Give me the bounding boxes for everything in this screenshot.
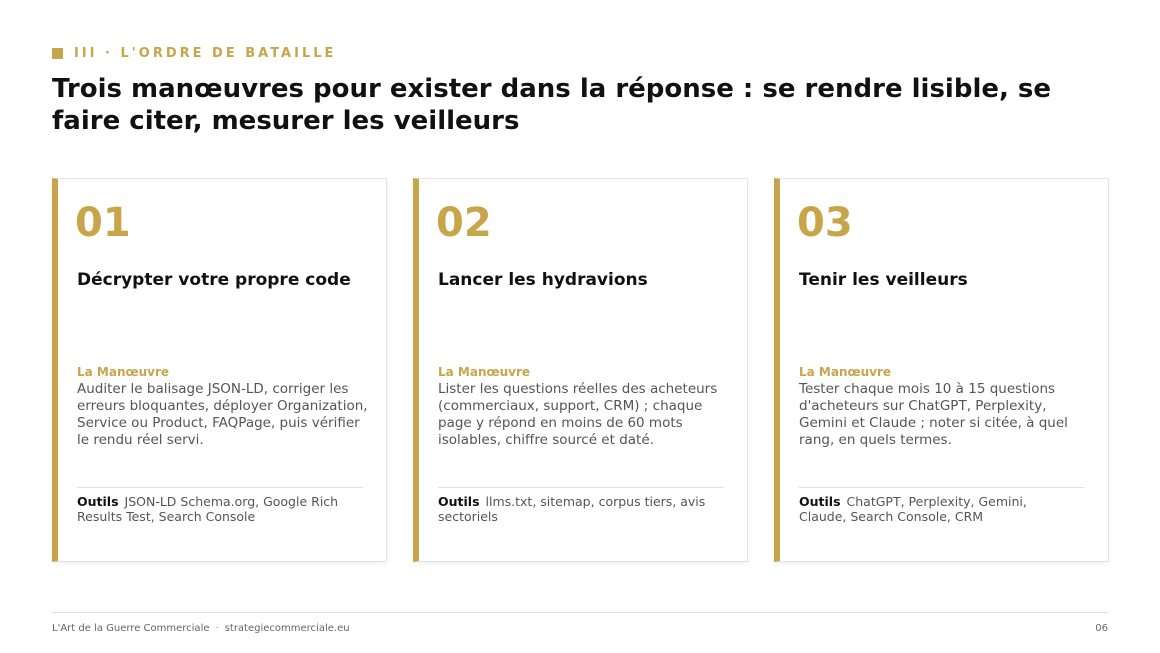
maneuver-text: Auditer le balisage JSON-LD, corriger les erreurs bloquantes, déployer Organization, Service ou Product, FAQPage, puis vérifier le rendu réel servi. bbox=[77, 381, 368, 448]
footer-brand: L'Art de la Guerre Commerciale bbox=[52, 623, 210, 634]
page-number: 06 bbox=[1095, 623, 1108, 634]
card-number: 01 bbox=[75, 200, 131, 246]
card-number: 03 bbox=[797, 200, 853, 246]
maneuver-text: Lister les questions réelles des acheteurs (commerciaux, support, CRM) ; chaque page y répond en moins de 60 mots isolables, chiffre sourcé et daté. bbox=[438, 381, 718, 448]
maneuver-label: La Manœuvre bbox=[438, 365, 531, 379]
tools-label: Outils bbox=[438, 494, 480, 509]
footer-site: strategiecommerciale.eu bbox=[224, 623, 350, 634]
tools-line bbox=[438, 494, 708, 524]
maneuver-cards bbox=[52, 178, 1109, 562]
page-title: Trois manœuvres pour exister dans la réponse : se rendre lisible, se faire citer, mesurer les veilleurs bbox=[52, 74, 1052, 136]
card-divider bbox=[799, 487, 1085, 488]
card-heading: Décrypter votre propre code bbox=[77, 270, 351, 290]
tools-text: ChatGPT, Perplexity, Gemini, Claude, Search Console, CRM bbox=[799, 494, 1027, 524]
maneuver-label: La Manœuvre bbox=[77, 365, 170, 379]
tools-line bbox=[799, 494, 1069, 524]
tools-label: Outils bbox=[77, 494, 119, 509]
card-heading: Lancer les hydravions bbox=[438, 270, 648, 290]
accent-square-icon bbox=[52, 48, 63, 59]
maneuver-card-01 bbox=[52, 178, 387, 562]
section-eyebrow bbox=[52, 46, 336, 61]
section-label: III · L'ORDRE DE BATAILLE bbox=[74, 46, 337, 61]
maneuver-label: La Manœuvre bbox=[799, 365, 892, 379]
card-divider bbox=[438, 487, 724, 488]
tools-line bbox=[77, 494, 347, 524]
footer-credits bbox=[52, 623, 350, 634]
maneuver-card-02 bbox=[413, 178, 748, 562]
tools-text: llms.txt, sitemap, corpus tiers, avis sectoriels bbox=[438, 494, 706, 524]
tools-label: Outils bbox=[799, 494, 841, 509]
maneuver-text: Tester chaque mois 10 à 15 questions d'acheteurs sur ChatGPT, Perplexity, Gemini et Claude ; noter si citée, à quel rang, en quels termes. bbox=[799, 381, 1068, 448]
card-number: 02 bbox=[436, 200, 492, 246]
tools-text: JSON-LD Schema.org, Google Rich Results Test, Search Console bbox=[77, 494, 339, 524]
card-divider bbox=[77, 487, 363, 488]
footer-separator: · bbox=[215, 623, 219, 634]
footer-divider bbox=[52, 612, 1108, 613]
maneuver-card-03 bbox=[774, 178, 1109, 562]
card-heading: Tenir les veilleurs bbox=[799, 270, 968, 290]
